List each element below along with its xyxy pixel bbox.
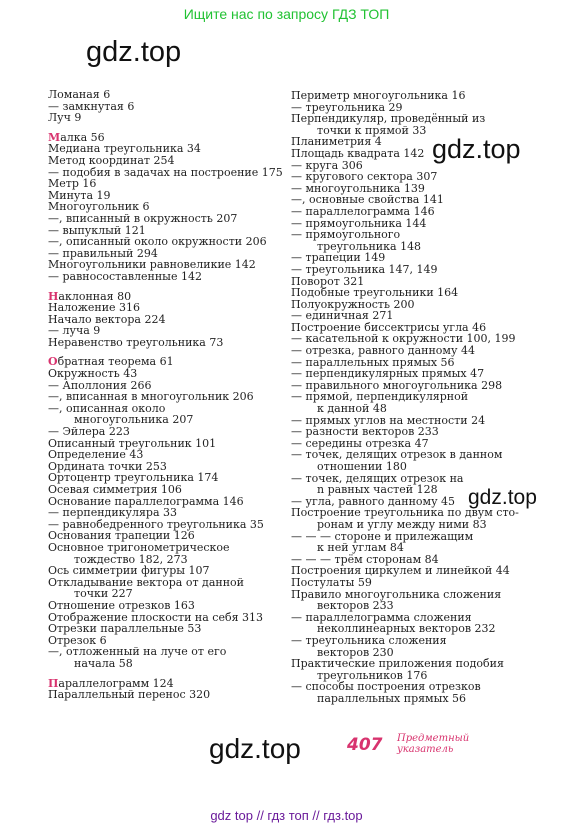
index-entry: Ортоцентр треугольника 174: [48, 471, 219, 485]
index-entry: Обратная теорема 61: [48, 355, 174, 369]
index-entry: —, отложенный на луче от его: [48, 645, 227, 659]
index-entry: — подобия в задачах на построение 175: [48, 165, 283, 179]
index-entry: параллельных прямых 56: [317, 691, 467, 705]
index-entry: Построение треугольника по двум сто-: [291, 506, 519, 520]
index-entry: — прямой, перпендикулярной: [291, 390, 469, 404]
index-entry: —, описанный около окружности 206: [48, 235, 267, 249]
index-entry: Поворот 321: [291, 274, 365, 288]
index-entry: к ней углам 84: [317, 541, 404, 555]
index-entry: точки к прямой 33: [317, 123, 427, 137]
index-entry: Многоугольник 6: [48, 200, 150, 214]
index-entry: Ордината точки 253: [48, 459, 167, 473]
index-entry: — Эйлера 223: [48, 425, 130, 439]
index-entry: — замкнутая 6: [48, 99, 135, 113]
index-entry: Полуокружность 200: [291, 297, 415, 311]
index-entry: — разности векторов 233: [291, 425, 439, 439]
section-initial: П: [48, 676, 59, 690]
index-entry: —, описанная около: [48, 401, 166, 415]
page-section-label: [397, 733, 469, 755]
index-entry: треугольника 148: [317, 239, 422, 253]
index-entry: Периметр многоугольника 16: [291, 89, 466, 102]
index-entry: — равнобедренного треугольника 35: [48, 517, 264, 531]
index-entry: Наклонная 80: [48, 289, 132, 303]
index-entry: Отображение плоскости на себя 313: [48, 610, 264, 624]
index-entry: Параллелограмм 124: [48, 676, 174, 690]
index-entry: Окружность 43: [48, 367, 138, 381]
index-entry: Основное тригонометрическое: [48, 540, 230, 554]
index-entry: — прямых углов на местности 24: [291, 413, 486, 427]
watermark: gdz.top: [432, 134, 521, 164]
index-entry: Подобные треугольники 164: [291, 286, 459, 300]
index-entry: — трапеции 149: [291, 251, 386, 265]
index-entry: Параллельный перенос 320: [48, 688, 211, 702]
index-entry: Минута 19: [48, 188, 111, 202]
index-entry: — — — стороне и прилежащим: [291, 529, 474, 543]
index-entry: — многоугольника 139: [291, 181, 425, 195]
index-entry: — круга 306: [291, 158, 363, 172]
index-entry: — правильного многоугольника 298: [291, 378, 503, 392]
index-entry: Перпендикуляр, проведённый из: [291, 112, 486, 126]
index-entry: Планиметрия 4: [291, 135, 382, 149]
index-entry: Основания трапеции 126: [48, 529, 195, 543]
index-entry: — середины отрезка 47: [291, 436, 429, 450]
index-entry: многоугольника 207: [74, 413, 194, 427]
index-entry: — равносоставленные 142: [48, 269, 202, 283]
index-entry: Медиана треугольника 34: [48, 142, 201, 156]
section-initial: О: [48, 355, 58, 369]
index-entry: Ломаная 6: [48, 88, 111, 101]
index-column-right: [291, 90, 531, 704]
index-entry: — луча 9: [48, 324, 101, 338]
index-entry: отношении 180: [317, 460, 407, 473]
index-entry: Метр 16: [48, 177, 97, 191]
index-entry: Практические приложения подобия: [291, 657, 504, 671]
index-entry: Отношение отрезков 163: [48, 598, 195, 612]
index-entry: — отрезка, равного данному 44: [291, 344, 475, 358]
index-entry: Многоугольники равновеликие 142: [48, 258, 256, 272]
index-entry: — прямоугольного: [291, 228, 401, 242]
section-initial: М: [48, 130, 61, 144]
index-entry: — единичная 271: [291, 309, 394, 323]
index-entry: Правило многоугольника сложения: [291, 587, 502, 601]
index-entry: — точек, делящих отрезок в данном: [291, 448, 503, 462]
index-entry: — перпендикуляра 33: [48, 506, 178, 520]
index-entry: Луч 9: [48, 111, 82, 125]
index-entry: Площадь квадрата 142: [291, 146, 425, 160]
index-entry: — перпендикулярных прямых 47: [291, 367, 485, 381]
index-entry: n равных частей 128: [317, 483, 438, 497]
index-entry: — — — трём сторонам 84: [291, 552, 439, 566]
index-entry: Неравенство треугольника 73: [48, 335, 224, 349]
index-entry: — точек, делящих отрезок на: [291, 471, 464, 485]
index-entry: — параллелограмма 146: [291, 204, 435, 218]
index-entry: —, вписанная в многоугольник 206: [48, 390, 254, 404]
index-entry: Построение биссектрисы угла 46: [291, 320, 487, 334]
index-entry: — выпуклый 121: [48, 223, 146, 237]
index-entry: Отрезки параллельные 53: [48, 622, 202, 636]
index-entry: треугольников 176: [317, 668, 428, 682]
index-entry: неколлинеарных векторов 232: [317, 622, 496, 636]
index-entry: Откладывание вектора от данной: [48, 575, 245, 589]
index-entry: Начало вектора 224: [48, 312, 166, 326]
index-entry: — параллельных прямых 56: [291, 355, 455, 369]
index-entry: — треугольника 29: [291, 100, 403, 114]
index-entry: — способы построения отрезков: [291, 680, 481, 694]
watermark: gdz.top: [468, 486, 537, 509]
index-entry: — Аполлония 266: [48, 378, 152, 392]
page-label-line: Предметный: [397, 733, 470, 744]
index-entry: — правильный 294: [48, 246, 158, 260]
index-entry: Постулаты 59: [291, 575, 372, 589]
index-entry: Определение 43: [48, 448, 144, 462]
index-entry: начала 58: [74, 656, 133, 670]
search-banner: Ищите нас по запросу ГДЗ ТОП: [183, 6, 390, 22]
index-entry: Осевая симметрия 106: [48, 483, 182, 496]
page-label-line: указатель: [397, 744, 454, 755]
index-entry: Описанный треугольник 101: [48, 436, 217, 450]
index-entry: — угла, равного данному 45: [291, 494, 456, 508]
index-entry: — треугольника сложения: [291, 633, 447, 647]
index-entry: ронам и углу между ними 83: [317, 517, 487, 531]
watermark: gdz.top: [209, 733, 301, 764]
index-entry: — касательной к окружности 100, 199: [291, 332, 516, 346]
index-entry: —, вписанный в окружность 207: [48, 211, 238, 225]
index-entry: —, основные свойства 141: [291, 193, 444, 207]
index-entry: Метод координат 254: [48, 153, 175, 167]
section-initial: Н: [48, 289, 59, 303]
index-entry: к данной 48: [317, 402, 387, 416]
index-entry: векторов 233: [317, 599, 394, 613]
index-entry: Наложение 316: [48, 301, 141, 315]
index-entry: — треугольника 147, 149: [291, 262, 438, 276]
index-entry: Отрезок 6: [48, 633, 107, 647]
index-entry: Ось симметрии фигуры 107: [48, 564, 210, 578]
index-entry: — прямоугольника 144: [291, 216, 427, 230]
index-entry: — параллелограмма сложения: [291, 610, 472, 624]
index-entry: — кругового сектора 307: [291, 170, 438, 184]
index-column-left: [48, 88, 283, 702]
watermark: gdz.top: [86, 36, 182, 68]
index-entry: Построения циркулем и линейкой 44: [291, 564, 510, 578]
index-entry: векторов 230: [317, 645, 394, 659]
index-entry: точки 227: [74, 587, 133, 601]
footer-watermark: gdz top // гдз топ // гдз.top: [210, 808, 363, 823]
index-entry: Малка 56: [48, 130, 105, 144]
page-number: 407: [347, 735, 383, 755]
index-entry: Основание параллелограмма 146: [48, 494, 244, 508]
index-entry: тождество 182, 273: [74, 552, 188, 566]
